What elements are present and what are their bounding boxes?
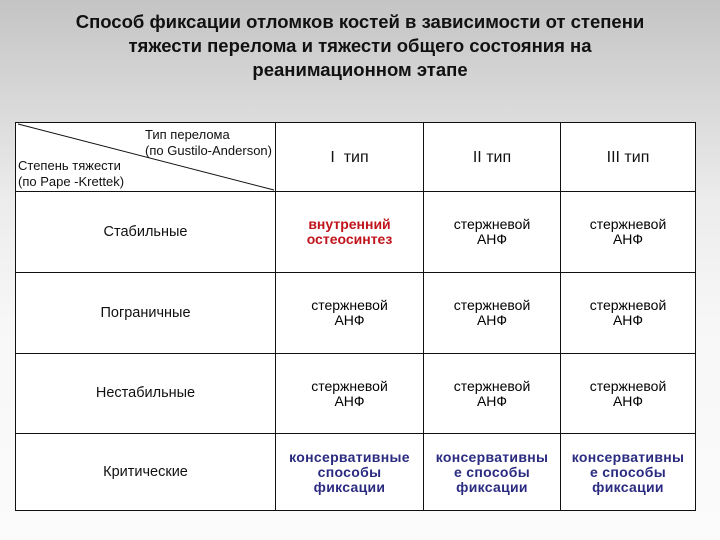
corner-cell bbox=[16, 123, 276, 192]
table-row bbox=[16, 434, 696, 511]
row-header: Пограничные bbox=[16, 273, 276, 354]
table-cell: консервативны е способы фиксации bbox=[561, 434, 696, 511]
table-cell: стержневой АНФ bbox=[561, 192, 696, 273]
corner-top-label: Тип перелома (по Gustilo-Anderson) bbox=[145, 127, 272, 158]
row-header: Стабильные bbox=[16, 192, 276, 273]
table-cell: стержневой АНФ bbox=[561, 354, 696, 434]
column-header: I тип bbox=[276, 123, 424, 192]
table-cell: стержневой АНФ bbox=[424, 273, 561, 354]
table-row bbox=[16, 273, 696, 354]
table-row bbox=[16, 354, 696, 434]
corner-bottom-label: Степень тяжести (по Pape -Krettek) bbox=[18, 158, 125, 189]
column-header: II тип bbox=[424, 123, 561, 192]
row-header: Нестабильные bbox=[16, 354, 276, 434]
table-cell: стержневой АНФ bbox=[276, 273, 424, 354]
table-cell: стержневой АНФ bbox=[561, 273, 696, 354]
table-header-row bbox=[16, 123, 696, 192]
table-cell: стержневой АНФ bbox=[424, 192, 561, 273]
table-row bbox=[16, 192, 696, 273]
page-title: Способ фиксации отломков костей в зависимости от степени тяжести перелома и тяжести общего состояния на реанимационном этапе bbox=[75, 11, 645, 80]
table-cell: консервативны е способы фиксации bbox=[424, 434, 561, 511]
fixation-table bbox=[15, 122, 696, 511]
table-cell: консервативные способы фиксации bbox=[276, 434, 424, 511]
column-header: III тип bbox=[561, 123, 696, 192]
table-cell: внутренний остеосинтез bbox=[276, 192, 424, 273]
table-cell: стержневой АНФ bbox=[276, 354, 424, 434]
table-cell: стержневой АНФ bbox=[424, 354, 561, 434]
row-header: Критические bbox=[16, 434, 276, 511]
